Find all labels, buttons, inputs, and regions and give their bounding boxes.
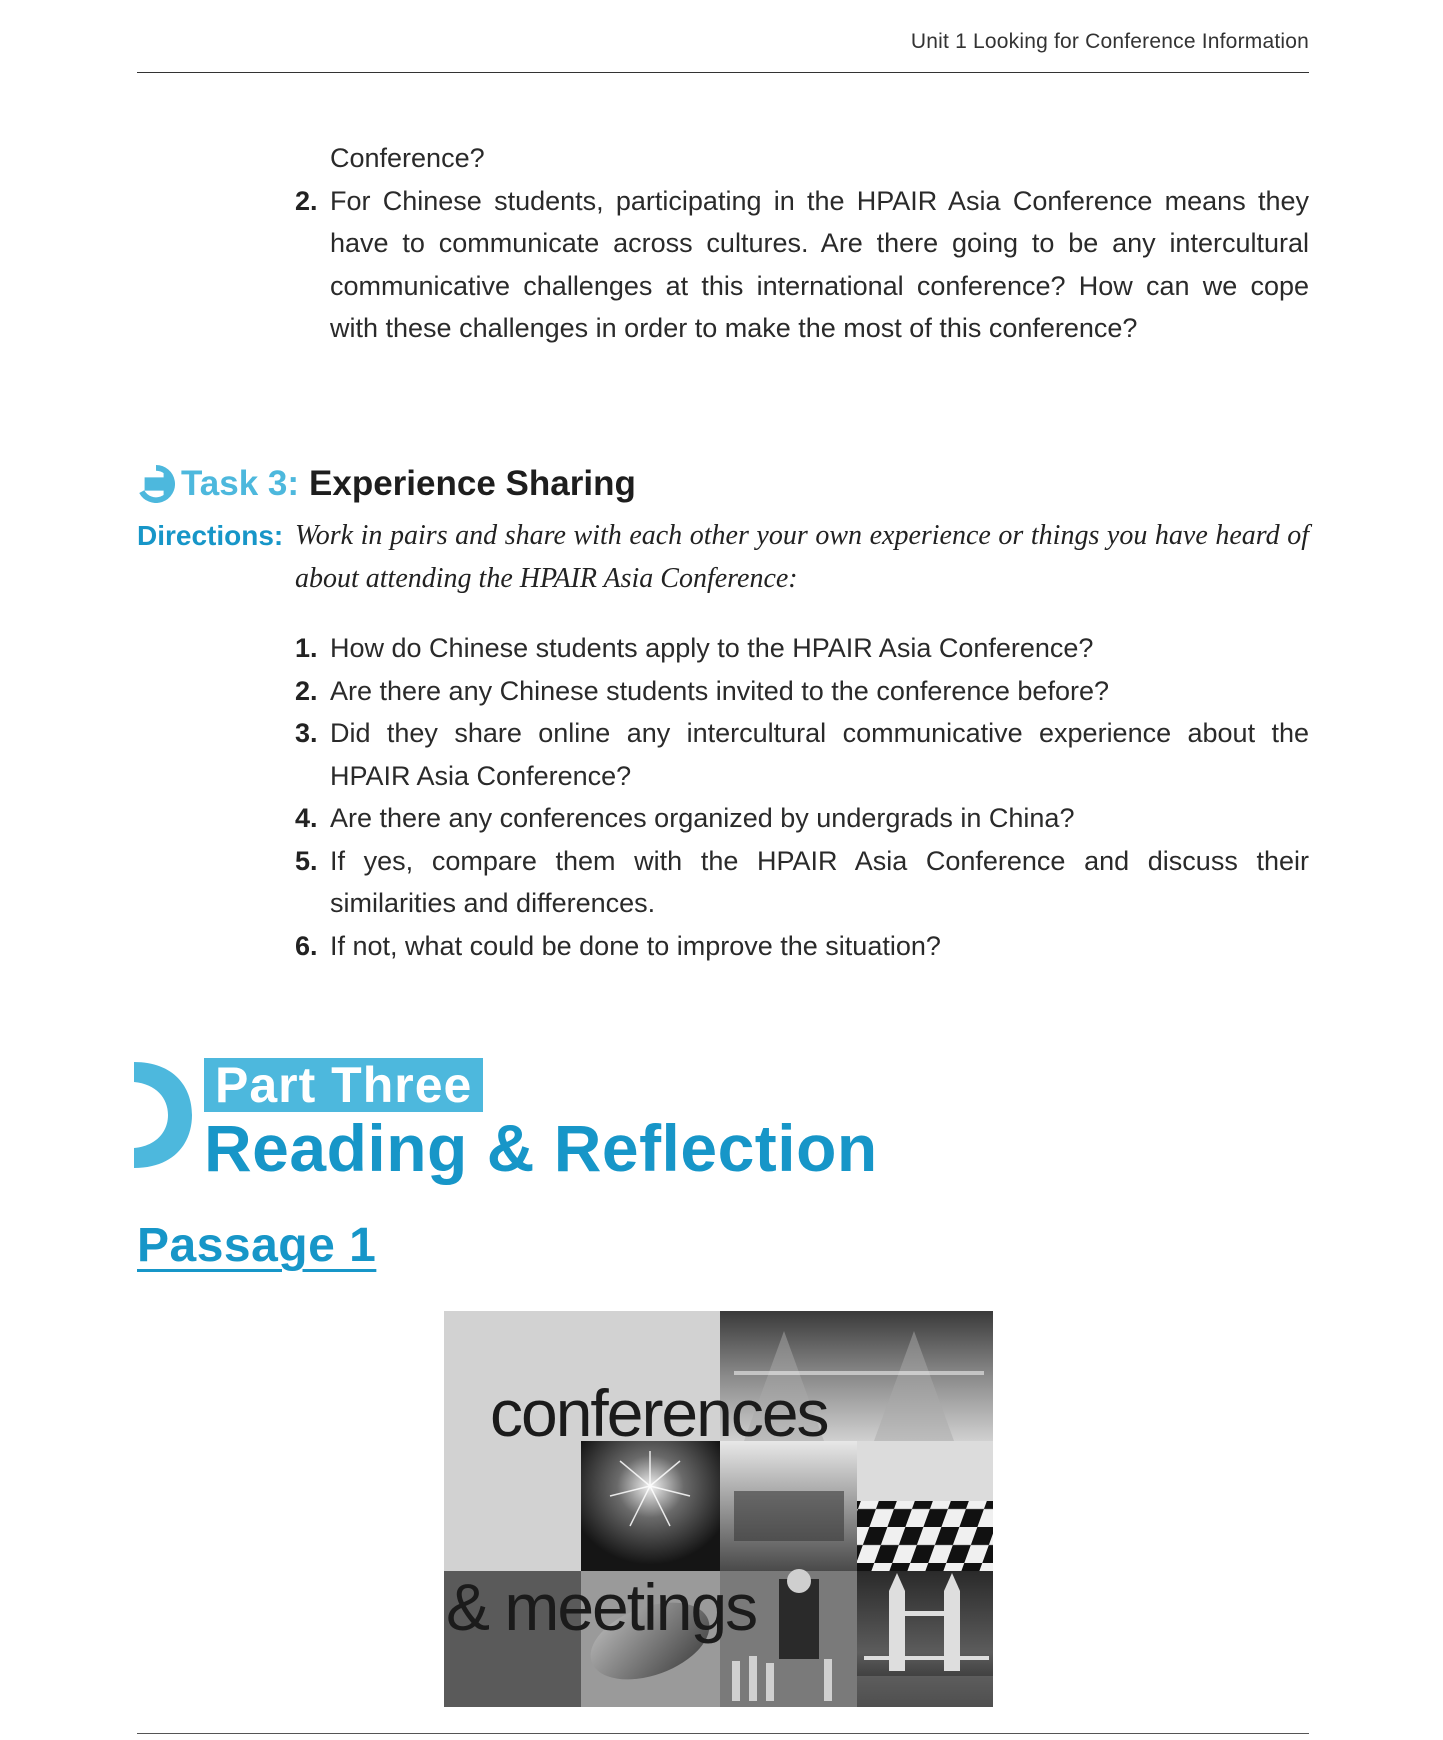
list-item <box>295 180 1309 350</box>
header-rule <box>137 72 1309 73</box>
task-question-list <box>295 627 1309 967</box>
item-number: 6. <box>295 930 318 961</box>
item-number: 4. <box>295 803 318 833</box>
item-text: Did they share online any intercultural communicative experience about the HPAIR Asia Conference? <box>330 718 1309 791</box>
part-title: Reading & Reflection <box>204 1111 878 1185</box>
item-text: How do Chinese students apply to the HPAIR Asia Conference? <box>330 633 1094 663</box>
item-number: 5. <box>295 845 318 876</box>
running-head: Unit 1 Looking for Conference Information <box>910 30 1309 53</box>
task-heading <box>137 462 636 506</box>
item-text: For Chinese students, participating in the HPAIR Asia Conference means they have to communicate across cultures. Are there going to be any intercultural communicative challenges at this international conference? How can we cope with these challenges in order to make the most of this conference? <box>330 185 1309 343</box>
conference-collage-image <box>444 1311 993 1707</box>
part-tag: Part Three <box>204 1058 483 1112</box>
item-text: If not, what could be done to improve the situation? <box>330 930 941 961</box>
task-label: Task 3: <box>181 464 300 503</box>
item-text: If yes, compare them with the HPAIR Asia Conference and discuss their similarities and differences. <box>330 845 1309 918</box>
list-item <box>295 797 1309 840</box>
item-number: 2. <box>295 675 318 706</box>
footer-rule <box>137 1733 1309 1734</box>
bracket-icon <box>134 1062 194 1168</box>
collage-graphic <box>444 1311 993 1707</box>
continued-line: Conference? <box>330 143 485 173</box>
part-three-header <box>134 1057 954 1185</box>
task-title: Experience Sharing <box>309 464 636 503</box>
collage-word-top: conferences <box>490 1376 828 1450</box>
item-number: 3. <box>295 718 318 748</box>
list-item <box>295 627 1309 670</box>
item-text: Are there any Chinese students invited to the conference before? <box>330 675 1109 706</box>
list-item <box>295 840 1309 925</box>
list-item <box>295 925 1309 968</box>
list-item <box>295 712 1309 797</box>
directions-text: Work in pairs and share with each other your own experience or things you have heard of about attending the HPAIR Asia Conference: <box>295 520 1309 594</box>
continued-question-list <box>295 137 1309 350</box>
circle-arrow-icon <box>137 465 175 503</box>
directions <box>137 514 1309 600</box>
collage-word-bottom: & meetings <box>446 1570 757 1644</box>
item-number: 2. <box>295 185 318 216</box>
directions-label: Directions: <box>137 520 284 551</box>
item-number: 1. <box>295 633 318 663</box>
item-text: Are there any conferences organized by undergrads in China? <box>330 803 1075 833</box>
list-item <box>295 670 1309 713</box>
passage-title: Passage 1 <box>137 1219 377 1272</box>
